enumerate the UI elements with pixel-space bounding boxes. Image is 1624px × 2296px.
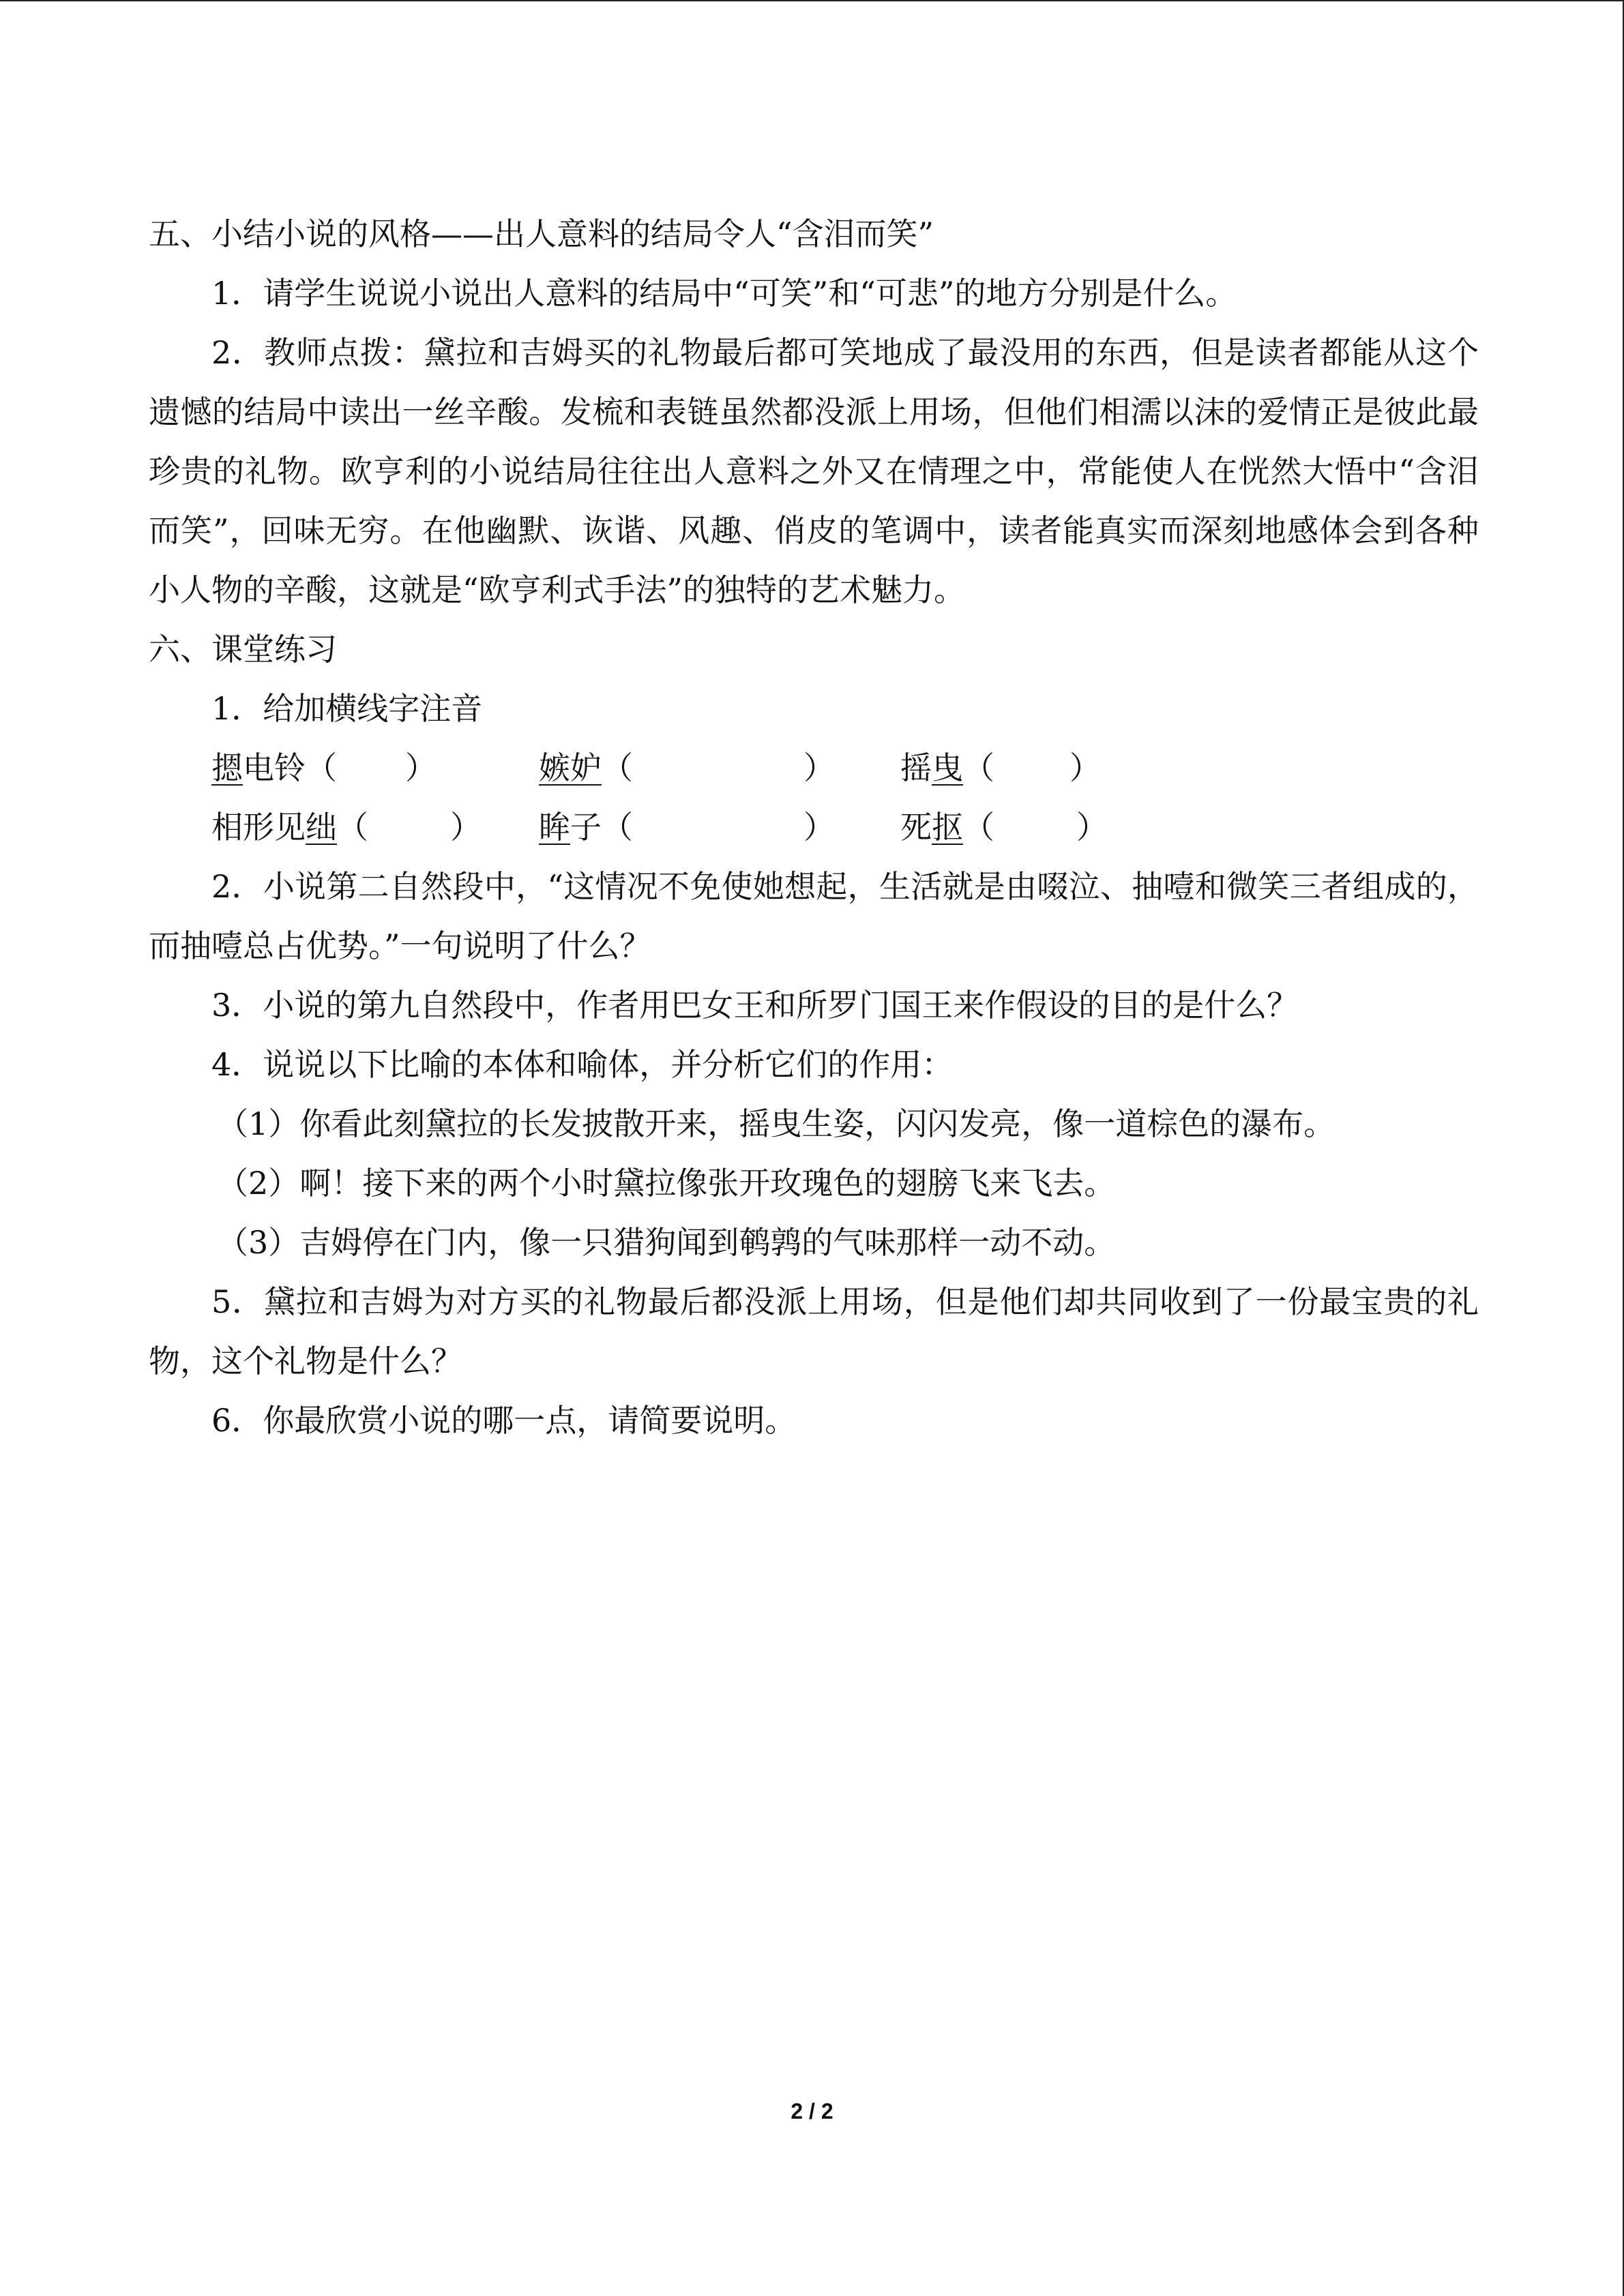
question-5-2: 2．教师点拨：黛拉和吉姆买的礼物最后都可笑地成了最没用的东西，但是读者都能从这个遗憾的结局中读出一丝辛酸。发梳和表链虽然都没派上用场，但他们相濡以沫的爱情正是彼此最珍贵的礼物。欧亨利的小说结局往往出人意料之外又在情理之中，常能使人在恍然大悟中“含泪而笑”，回味无穷。在他幽默、诙谐、风趣、俏皮的笔调中，读者能真实而深刻地感体会到各种小人物的辛酸，这就是“欧亨利式手法”的独特的艺术魅力。 (149, 334, 1479, 608)
question-6-4-item: （1）你看此刻黛拉的长发披散开来，摇曳生姿，闪闪发亮，像一道棕色的瀑布。 (217, 1105, 1335, 1142)
question-6-4-item: （3）吉姆停在门内，像一只猎狗闻到鹌鹑的气味那样一动不动。 (217, 1224, 1116, 1261)
top-border (0, 0, 1624, 1)
document-body (149, 205, 1479, 1450)
pinyin-item: 眸子（ ） (539, 809, 835, 846)
section-heading-6: 六、课堂练习 (149, 631, 337, 668)
pinyin-row-2 (149, 798, 1479, 857)
section-heading-5: 五、小结小说的风格——出人意料的结局令人“含泪而笑” (149, 215, 934, 252)
question-6-1: 1．给加横线字注音 (211, 690, 483, 727)
page-number: 2 / 2 (791, 2099, 833, 2123)
question-6-2: 2．小说第二自然段中，“这情况不免使她想起，生活就是由啜泣、抽噎和微笑三者组成的，而抽噎总占优势。”一句说明了什么？ (149, 868, 1479, 964)
question-6-4-item: （2）啊！接下来的两个小时黛拉像张开玫瑰色的翅膀飞来飞去。 (217, 1165, 1116, 1202)
pinyin-item: 死抠（ ） (900, 809, 1108, 846)
question-6-6: 6．你最欣赏小说的哪一点，请简要说明。 (211, 1402, 797, 1439)
question-6-4: 4．说说以下比喻的本体和喻体，并分析它们的作用： (211, 1046, 954, 1083)
pinyin-item: 摁电铃（ ） (211, 749, 437, 786)
pinyin-item: 相形见绌（ ） (211, 809, 482, 846)
question-5-1: 1．请学生说说小说出人意料的结局中“可笑”和“可悲”的地方分别是什么。 (211, 275, 1237, 312)
pinyin-row-1 (149, 739, 1479, 798)
pinyin-item: 嫉妒（ ） (539, 749, 835, 786)
question-6-3: 3．小说的第九自然段中，作者用巴女王和所罗门国王来作假设的目的是什么？ (211, 987, 1299, 1024)
question-6-5: 5．黛拉和吉姆为对方买的礼物最后都没派上用场，但是他们却共同收到了一份最宝贵的礼物，这个礼物是什么？ (149, 1283, 1479, 1380)
pinyin-item: 摇曳（ ） (900, 749, 1101, 786)
